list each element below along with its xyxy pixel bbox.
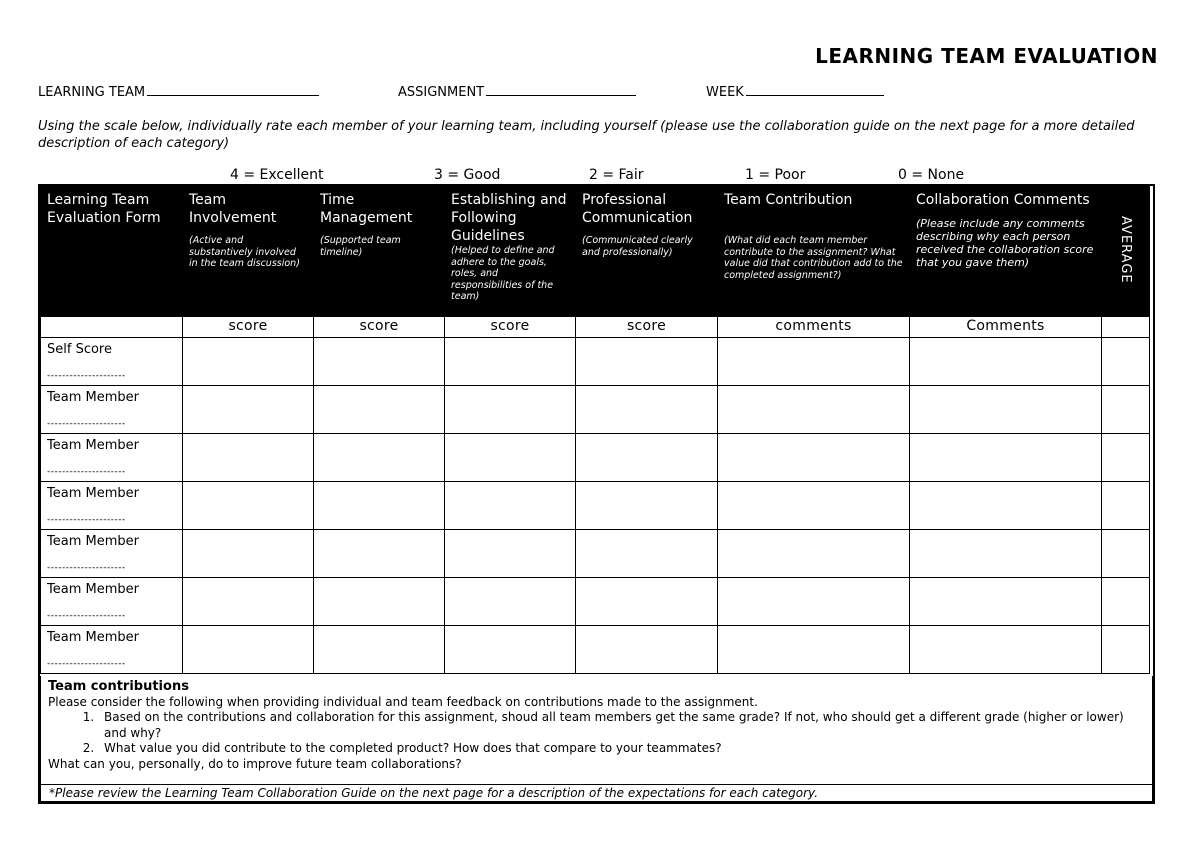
subheader-score: score (183, 317, 314, 338)
score-cell[interactable] (445, 530, 576, 578)
score-cell[interactable] (576, 338, 718, 386)
score-cell[interactable] (183, 578, 314, 626)
header-average: AVERAGE (1102, 187, 1150, 317)
rating-scale (0, 167, 1200, 185)
comment-cell[interactable] (718, 434, 910, 482)
subheader-comments: comments (718, 317, 910, 338)
row-label: Team Member --------------------- (41, 434, 183, 482)
header-guidelines: Establishing and Following Guidelines (Helped to define and adhere to the goals, roles, and responsibilities of the team) (445, 187, 576, 317)
score-cell[interactable] (314, 626, 445, 674)
contributions-questions (98, 710, 1146, 757)
table-row (41, 386, 1150, 434)
comment-cell[interactable] (910, 530, 1102, 578)
average-cell[interactable] (1102, 434, 1150, 482)
comment-cell[interactable] (910, 386, 1102, 434)
week-label: WEEK (706, 85, 744, 100)
subheader-comments: Comments (910, 317, 1102, 338)
week-field[interactable] (706, 84, 884, 100)
score-cell[interactable] (445, 386, 576, 434)
header-collaboration-comments: Collaboration Comments (Please include any comments describing why each person received the collaboration score that you gave them) (910, 187, 1102, 317)
comment-cell[interactable] (910, 482, 1102, 530)
score-cell[interactable] (445, 626, 576, 674)
contributions-closing: What can you, personally, do to improve future team collaborations? (48, 756, 462, 771)
score-cell[interactable] (183, 482, 314, 530)
score-cell[interactable] (576, 434, 718, 482)
score-cell[interactable] (576, 578, 718, 626)
score-cell[interactable] (183, 530, 314, 578)
subheader-average (1102, 317, 1150, 338)
average-cell[interactable] (1102, 386, 1150, 434)
subheader-score: score (314, 317, 445, 338)
scale-good: 3 = Good (434, 167, 501, 183)
scale-excellent: 4 = Excellent (230, 167, 324, 183)
evaluation-table (40, 186, 1150, 674)
score-cell[interactable] (314, 482, 445, 530)
comment-cell[interactable] (910, 578, 1102, 626)
header-form-title: Learning Team Evaluation Form (41, 187, 183, 317)
table-header-row (41, 187, 1150, 317)
comment-cell[interactable] (718, 386, 910, 434)
score-cell[interactable] (314, 434, 445, 482)
week-blank[interactable] (746, 84, 884, 96)
score-cell[interactable] (314, 386, 445, 434)
header-communication: Professional Communication (Communicated clearly and professionally) (576, 187, 718, 317)
header-team-involvement: Team Involvement (Active and substantively involved in the team discussion) (183, 187, 314, 317)
table-row (41, 578, 1150, 626)
score-cell[interactable] (576, 626, 718, 674)
average-cell[interactable] (1102, 578, 1150, 626)
score-cell[interactable] (183, 626, 314, 674)
team-contributions-section (40, 676, 1153, 802)
subheader-score: score (445, 317, 576, 338)
table-row (41, 626, 1150, 674)
learning-team-blank[interactable] (147, 84, 319, 96)
footnote: *Please review the Learning Team Collaboration Guide on the next page for a description of the expectations for each category. (41, 784, 1152, 801)
subheader-score: score (576, 317, 718, 338)
scale-poor: 1 = Poor (745, 167, 806, 183)
average-cell[interactable] (1102, 482, 1150, 530)
assignment-blank[interactable] (486, 84, 636, 96)
scale-none: 0 = None (898, 167, 965, 183)
average-cell[interactable] (1102, 626, 1150, 674)
score-cell[interactable] (445, 434, 576, 482)
row-label: Team Member --------------------- (41, 578, 183, 626)
average-cell[interactable] (1102, 530, 1150, 578)
row-label: Team Member --------------------- (41, 626, 183, 674)
score-cell[interactable] (314, 338, 445, 386)
row-label: Team Member --------------------- (41, 386, 183, 434)
instructions: Using the scale below, individually rate each member of your learning team, including yourself (please use the collaboration guide on the next page for a more detailed description of each category) (38, 119, 1135, 151)
page-title: LEARNING TEAM EVALUATION (815, 44, 1158, 68)
comment-cell[interactable] (910, 626, 1102, 674)
comment-cell[interactable] (718, 626, 910, 674)
comment-cell[interactable] (718, 530, 910, 578)
table-row (41, 530, 1150, 578)
score-cell[interactable] (576, 530, 718, 578)
score-cell[interactable] (445, 482, 576, 530)
contributions-title: Team contributions (48, 679, 189, 694)
average-cell[interactable] (1102, 338, 1150, 386)
subheader-empty (41, 317, 183, 338)
score-cell[interactable] (314, 578, 445, 626)
question-item: 2. What value you did contribute to the completed product? How does that compare to your teammates? (98, 741, 1146, 757)
score-cell[interactable] (576, 482, 718, 530)
table-row (41, 338, 1150, 386)
score-cell[interactable] (314, 530, 445, 578)
row-label: Team Member --------------------- (41, 530, 183, 578)
learning-team-field[interactable] (38, 84, 319, 100)
comment-cell[interactable] (718, 338, 910, 386)
score-cell[interactable] (576, 386, 718, 434)
table-subheader-row (41, 317, 1150, 338)
question-item: 1. Based on the contributions and collaboration for this assignment, shoud all team members get the same grade? If not, who should get a different grade (higher or lower) and why? (98, 710, 1146, 741)
comment-cell[interactable] (910, 434, 1102, 482)
comment-cell[interactable] (718, 578, 910, 626)
contributions-intro: Please consider the following when providing individual and team feedback on contributions made to the assignment. (48, 694, 758, 709)
score-cell[interactable] (183, 434, 314, 482)
score-cell[interactable] (445, 578, 576, 626)
assignment-field[interactable] (398, 84, 636, 100)
score-cell[interactable] (445, 338, 576, 386)
header-time-management: Time Management (Supported team timeline) (314, 187, 445, 317)
score-cell[interactable] (183, 386, 314, 434)
row-label: Self Score --------------------- (41, 338, 183, 386)
comment-cell[interactable] (718, 482, 910, 530)
table-row (41, 434, 1150, 482)
scale-fair: 2 = Fair (589, 167, 644, 183)
score-cell[interactable] (183, 338, 314, 386)
row-label: Team Member --------------------- (41, 482, 183, 530)
table-row (41, 482, 1150, 530)
header-team-contribution: Team Contribution (What did each team member contribute to the assignment? What value did that contribution add to the completed assignment?) (718, 187, 910, 317)
comment-cell[interactable] (910, 338, 1102, 386)
assignment-label: ASSIGNMENT (398, 85, 485, 100)
learning-team-label: LEARNING TEAM (38, 85, 146, 100)
